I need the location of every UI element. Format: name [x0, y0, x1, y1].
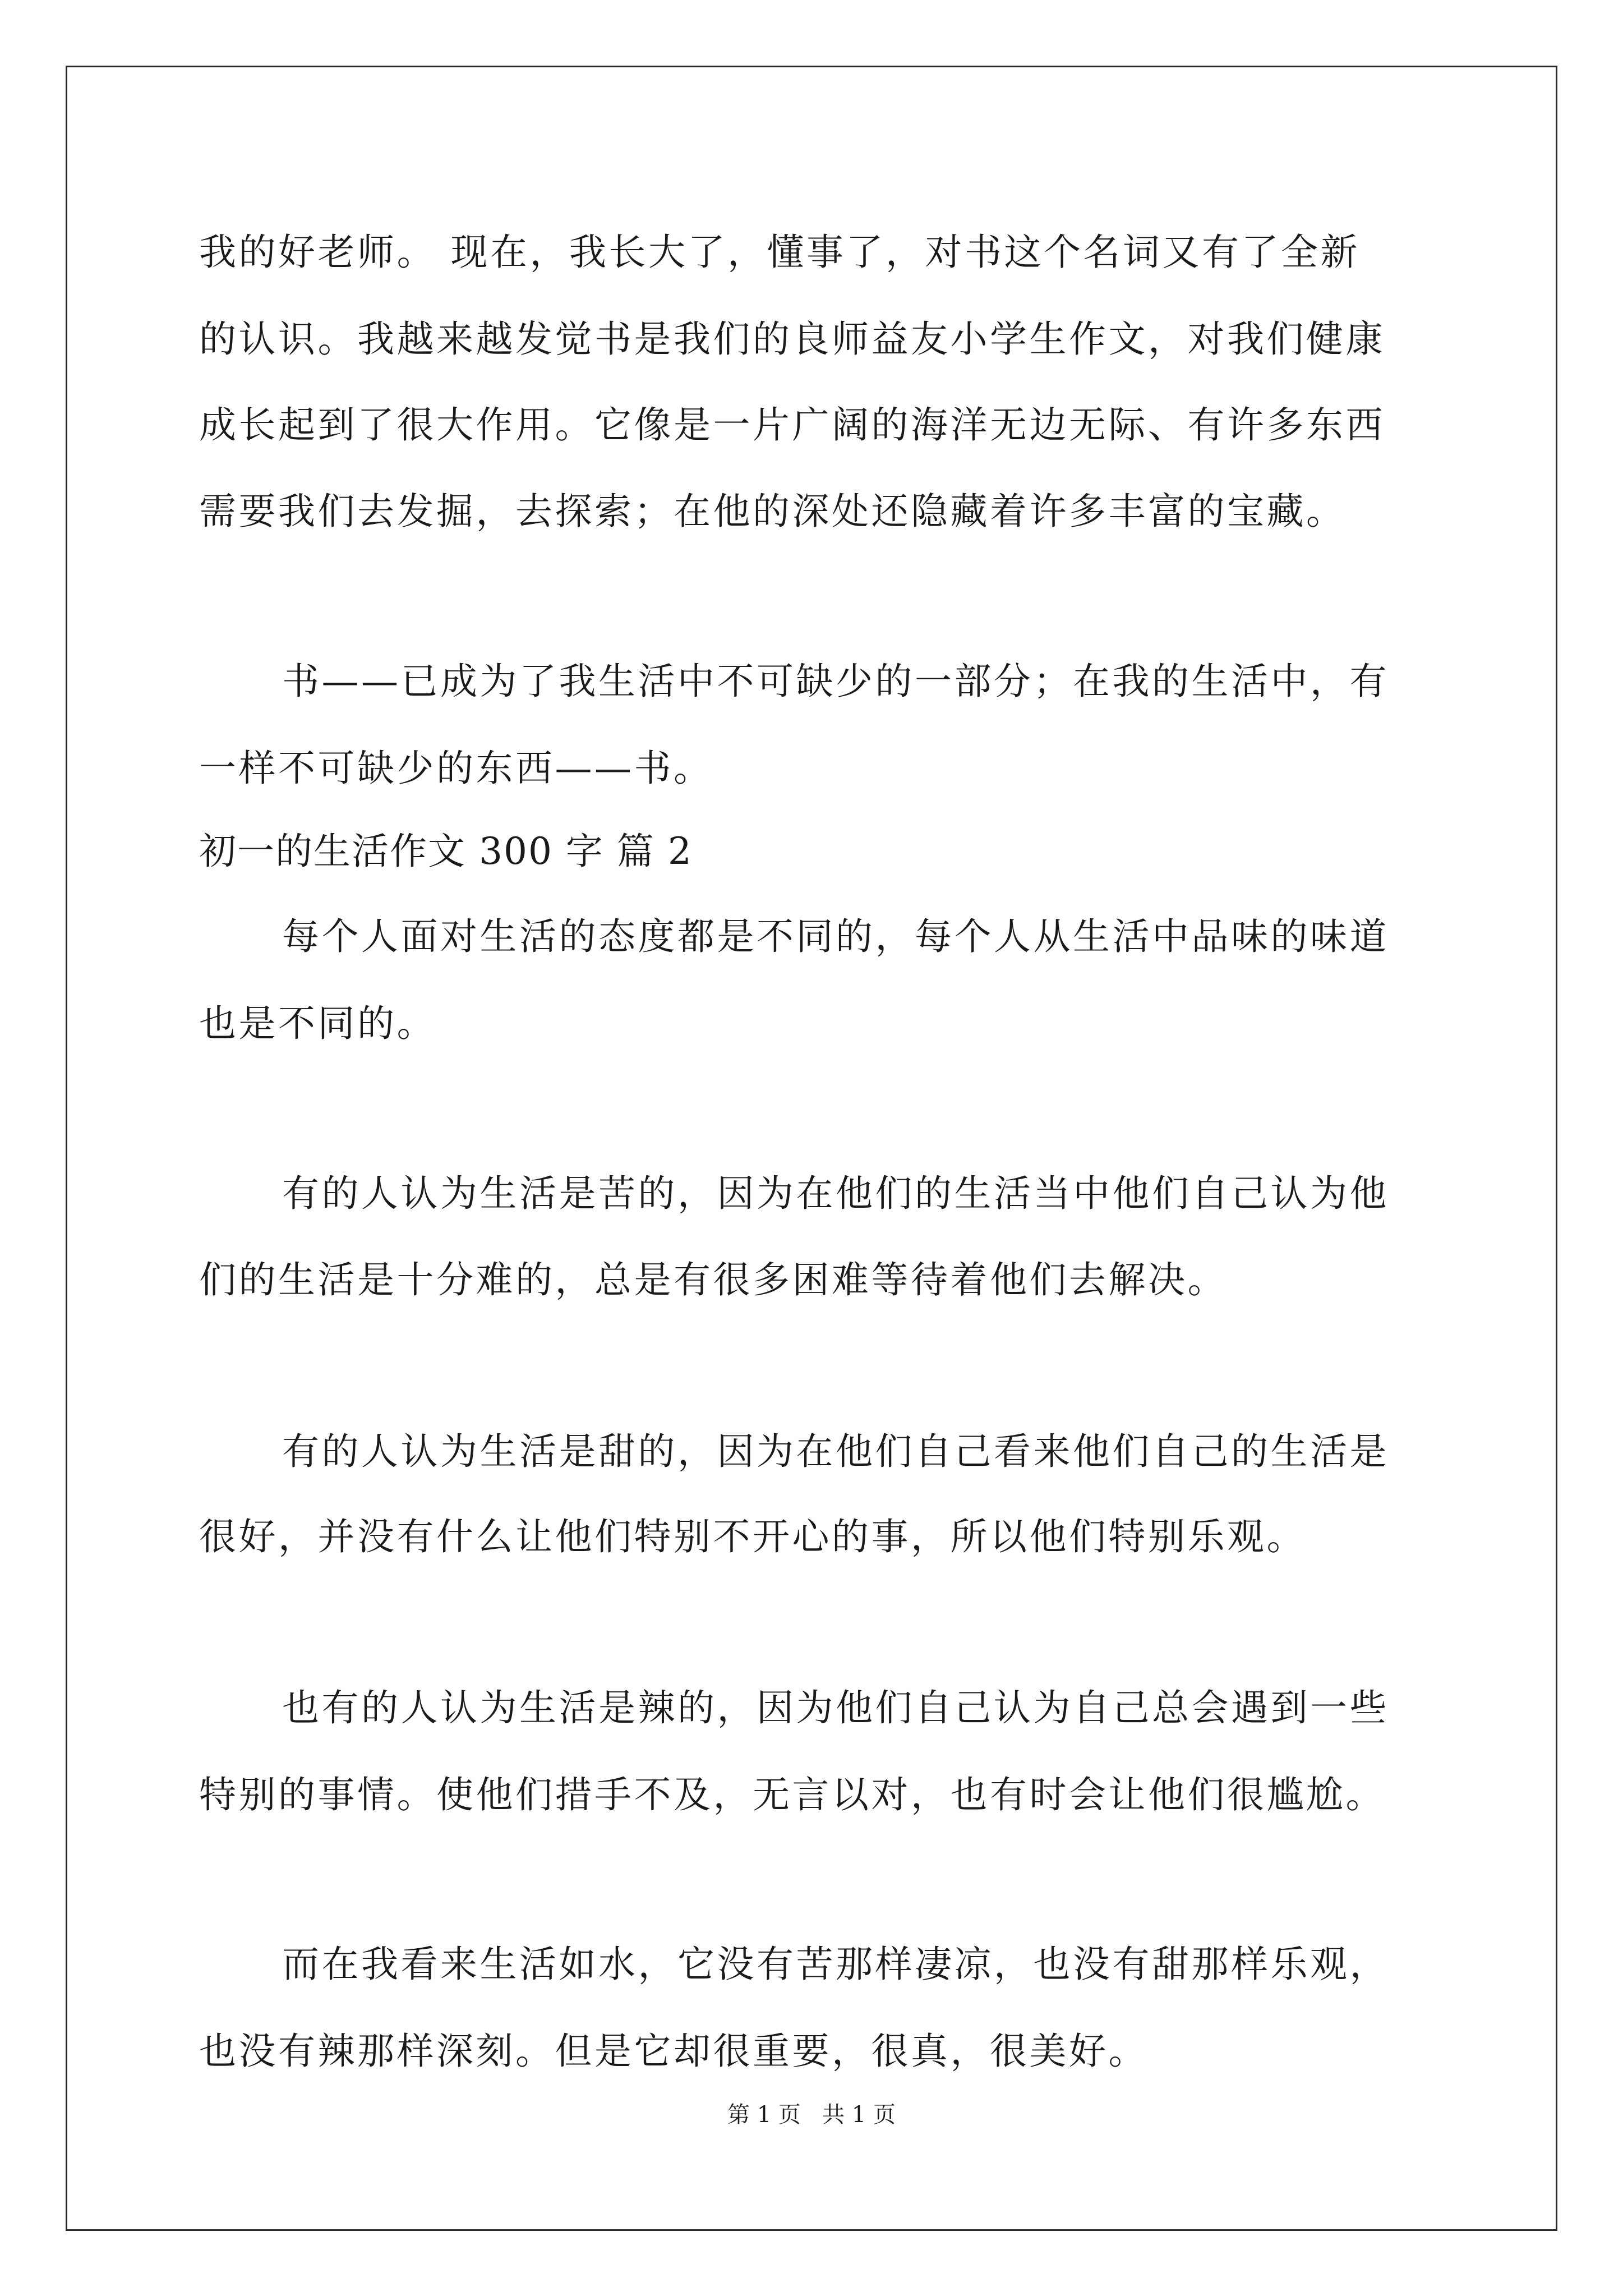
page-border [66, 66, 1557, 2231]
text-line: 很好，并没有什么让他们特别不开心的事，所以他们特别乐观。 [199, 1515, 1306, 1558]
text-line: 也是不同的。 [199, 1002, 436, 1045]
text-line: 有的人认为生活是甜的，因为在他们自己看来他们自己的生活是 [282, 1430, 1389, 1473]
text-line: 特别的事情。使他们措手不及，无言以对，也有时会让他们很尴尬。 [199, 1773, 1385, 1816]
text-line: 一样不可缺少的东西——书。 [199, 747, 713, 790]
text-line: 我的好老师。 现在，我长大了，懂事了，对书这个名词又有了全新 [199, 231, 1360, 274]
text-line: 每个人面对生活的态度都是不同的，每个人从生活中品味的味道 [282, 915, 1389, 958]
text-line: 需要我们去发掘，去探索；在他的深处还隐藏着许多丰富的宝藏。 [199, 490, 1346, 533]
text-line: 书——已成为了我生活中不可缺少的一部分；在我的生活中，有 [282, 660, 1389, 703]
text-line: 们的生活是十分难的，总是有很多困难等待着他们去解决。 [199, 1258, 1227, 1301]
text-line: 也没有辣那样深刻。但是它却很重要，很真，很美好。 [199, 2030, 1148, 2073]
text-line: 而在我看来生活如水，它没有苦那样凄凉，也没有甜那样乐观， [282, 1943, 1389, 1986]
text-line: 成长起到了很大作用。它像是一片广阔的海洋无边无际、有许多东西 [199, 403, 1385, 447]
section-heading: 初一的生活作文 300 字 篇 2 [199, 830, 693, 873]
text-line: 也有的人认为生活是辣的，因为他们自己认为自己总会遇到一些 [282, 1686, 1389, 1729]
page-number-footer: 第 1 页 共 1 页 [727, 2102, 896, 2128]
text-line: 有的人认为生活是苦的，因为在他们的生活当中他们自己认为他 [282, 1172, 1389, 1215]
text-line: 的认识。我越来越发觉书是我们的良师益友小学生作文，对我们健康 [199, 318, 1385, 361]
